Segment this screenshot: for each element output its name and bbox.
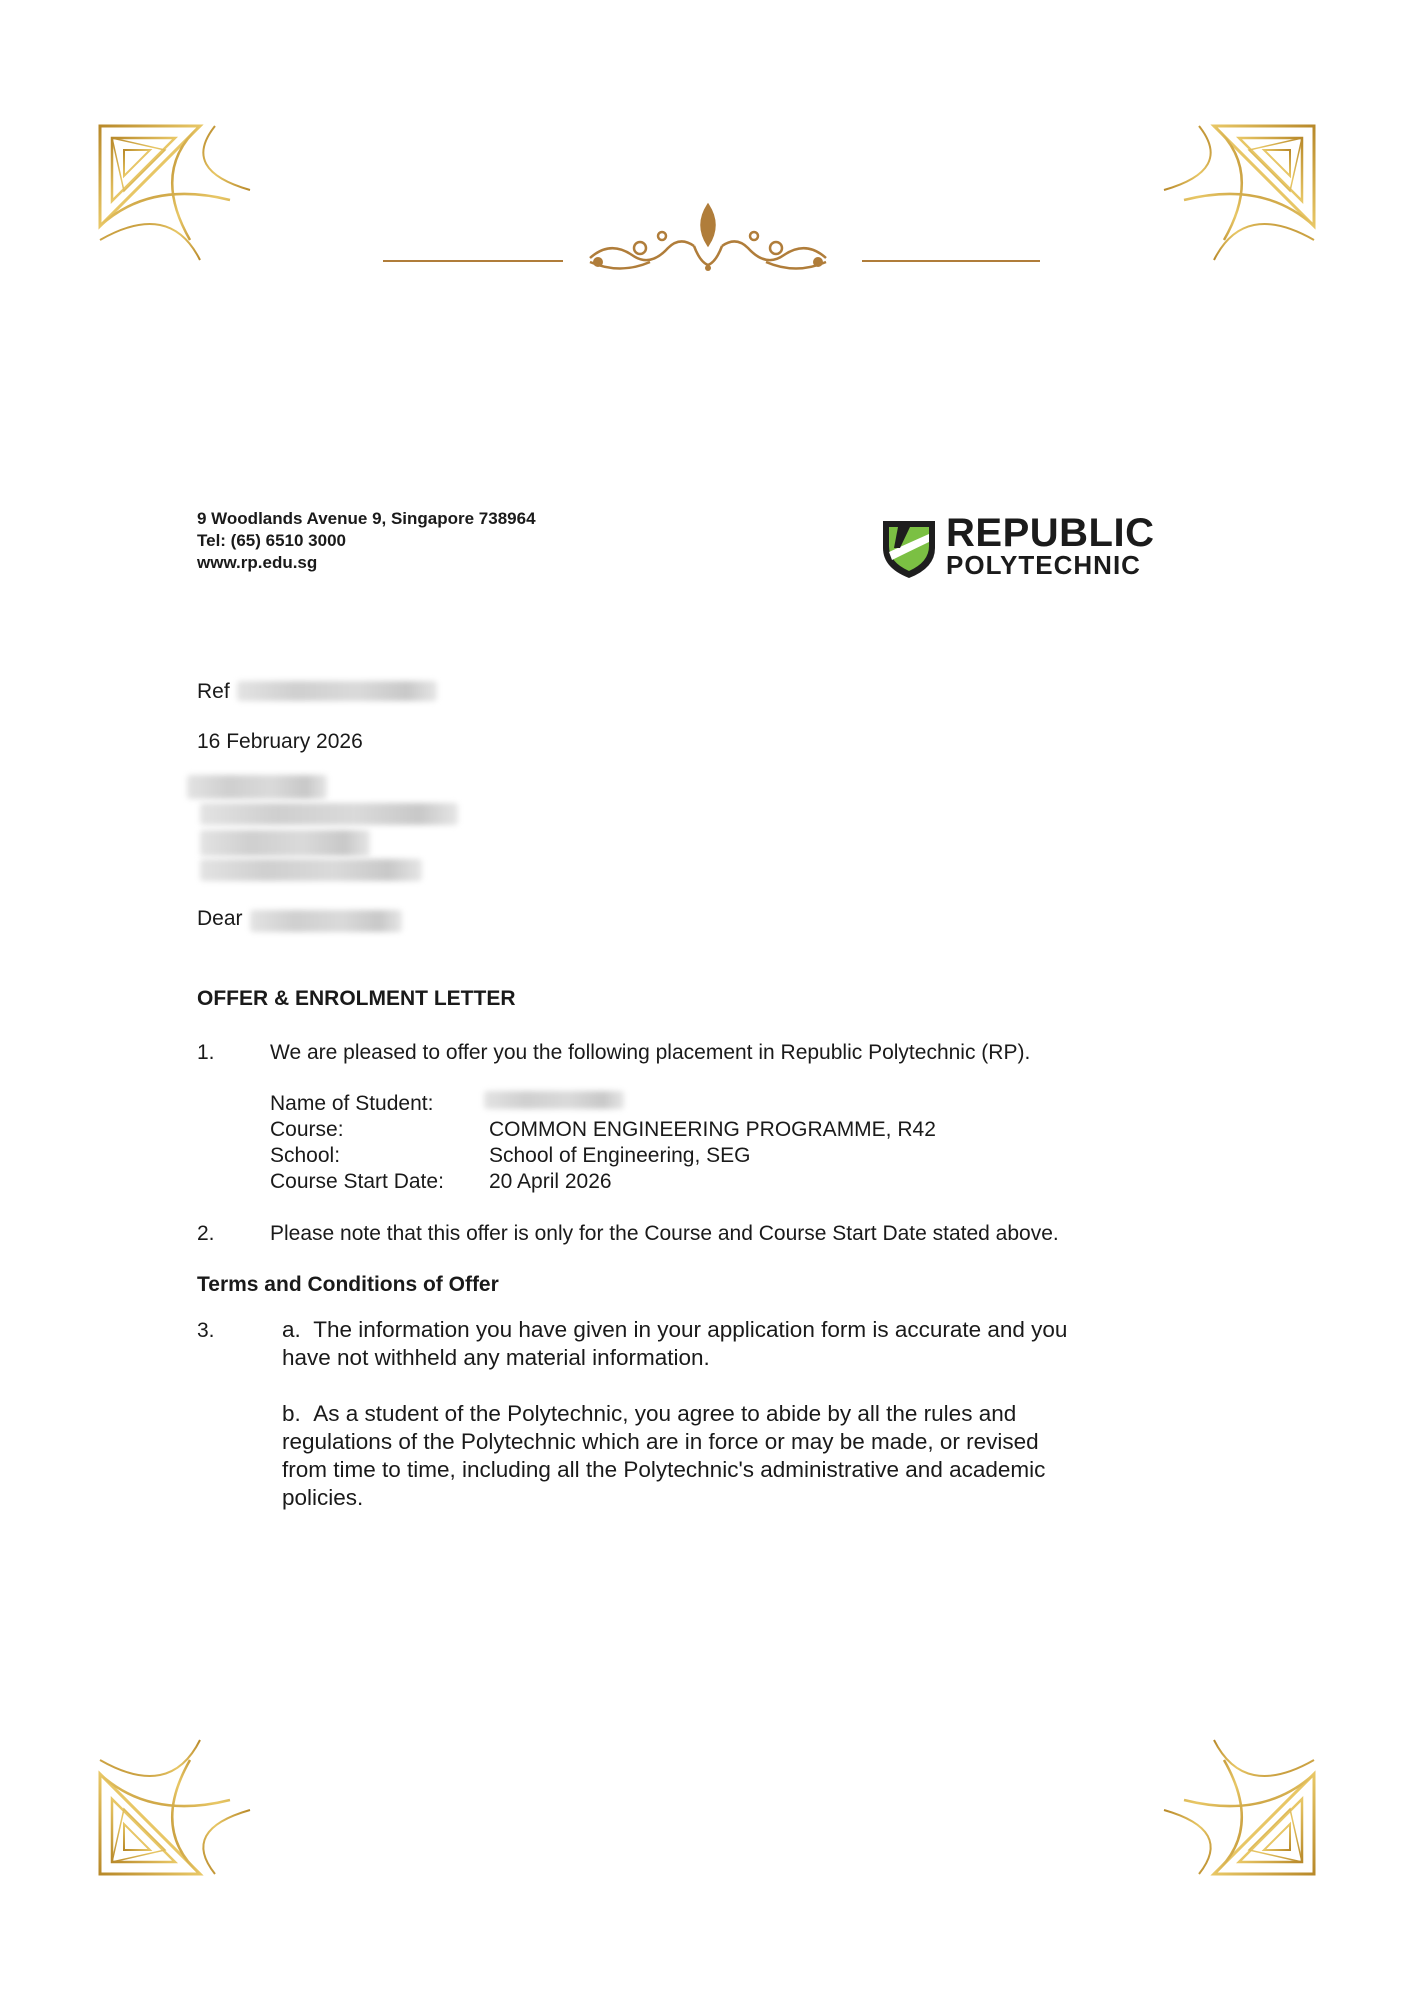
- clause-a-line2: have not withheld any material information.: [282, 1345, 710, 1370]
- clause-a-line1: The information you have given in your application form is accurate and you: [313, 1317, 1068, 1342]
- shield-logo-icon: [880, 518, 938, 580]
- redacted-student-name: [484, 1091, 624, 1109]
- field-value-course-start-date: 20 April 2026: [489, 1170, 612, 1193]
- clause-a-label: a.: [282, 1317, 301, 1342]
- letter-title: OFFER & ENROLMENT LETTER: [197, 987, 516, 1010]
- redacted-recipient-line4: [200, 859, 422, 881]
- clause-b-label: b.: [282, 1401, 301, 1426]
- logo-polytechnic: POLYTECHNIC: [946, 550, 1141, 580]
- redacted-recipient-line3: [200, 830, 370, 856]
- letter-date: 16 February 2026: [197, 730, 363, 753]
- sender-tel: Tel: (65) 6510 3000: [197, 531, 346, 550]
- redacted-recipient-name: [250, 910, 402, 932]
- field-value-school: School of Engineering, SEG: [489, 1144, 751, 1167]
- item2-text: Please note that this offer is only for the Course and Course Start Date stated above.: [270, 1222, 1059, 1245]
- redacted-ref: [237, 681, 437, 701]
- item3-number: 3.: [197, 1319, 215, 1342]
- field-value-course: COMMON ENGINEERING PROGRAMME, R42: [489, 1118, 936, 1141]
- sender-address: 9 Woodlands Avenue 9, Singapore 738964: [197, 509, 536, 528]
- ref-label: Ref: [197, 680, 230, 703]
- sender-address-block: [197, 508, 536, 574]
- clause-b-line4: policies.: [282, 1485, 364, 1510]
- clause-b-line1: As a student of the Polytechnic, you agree to abide by all the rules and: [313, 1401, 1017, 1426]
- clause-a: [282, 1316, 1162, 1372]
- field-label-course-start-date: Course Start Date:: [270, 1170, 444, 1193]
- logo-republic: REPUBLIC: [946, 511, 1155, 555]
- item2-number: 2.: [197, 1222, 215, 1245]
- field-label-school: School:: [270, 1144, 341, 1167]
- redacted-recipient-line1: [187, 775, 327, 799]
- clause-b-line3: from time to time, including all the Polytechnic's administrative and academic: [282, 1457, 1046, 1482]
- item1-text: We are pleased to offer you the following placement in Republic Polytechnic (RP).: [270, 1041, 1031, 1064]
- clause-b-line2: regulations of the Polytechnic which are in force or may be made, or revised: [282, 1429, 1039, 1454]
- item1-number: 1.: [197, 1041, 215, 1064]
- clause-b: [282, 1400, 1162, 1512]
- salutation: Dear: [197, 907, 243, 930]
- field-label-course: Course:: [270, 1118, 344, 1141]
- sender-website: www.rp.edu.sg: [197, 553, 318, 572]
- redacted-recipient-line2: [200, 803, 458, 825]
- terms-heading: Terms and Conditions of Offer: [197, 1273, 499, 1296]
- field-label-student-name: Name of Student:: [270, 1092, 434, 1115]
